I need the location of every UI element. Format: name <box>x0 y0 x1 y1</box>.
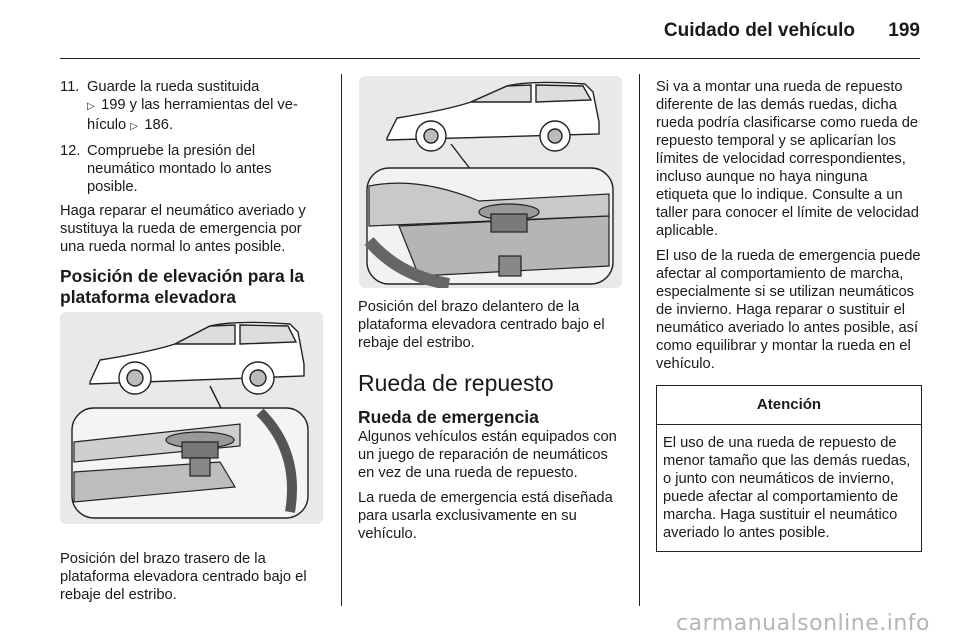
list-text: Compruebe la presión del neumático montado lo antes posible. <box>87 143 272 195</box>
body-paragraph: Si va a montar una rueda de repuesto diferente de las demás ruedas, dicha rueda podría clasificarse como rueda de repuesto temporal y se aplicarían los límites de velocidad correspondientes, incluso aunque no haya ninguna etiqueta que lo indique. Consulte a un taller para conocer el límite de velocidad aplicable. <box>656 79 919 239</box>
page-reference-link[interactable]: 186. <box>144 117 173 133</box>
list-item <box>60 78 322 136</box>
subsection-heading: Rueda de emergencia <box>358 407 539 427</box>
list-text-part: hículo <box>87 117 127 133</box>
page-reference-link[interactable]: 199 y las herramientas del ve- <box>101 97 298 113</box>
section-heading: Posición de elevación para la plataforma elevadora <box>60 266 305 307</box>
page-header-title: Cuidado del vehículo <box>663 20 855 41</box>
body-paragraph: Haga reparar el neumático averiado y sustituya la rueda de emergencia por una rueda normal lo antes posible. <box>60 203 306 255</box>
list-item <box>60 142 322 196</box>
body-paragraph: Algunos vehículos están equipados con un juego de reparación de neumáticos en vez de una rueda de repuesto. <box>358 429 617 481</box>
list-number: 12. <box>60 143 81 159</box>
watermark: carmanualsonline.info <box>676 611 930 636</box>
callout-body: El uso de una rueda de repuesto de menor tamaño que las demás ruedas, o junto con neumáticos de invierno, puede afectar al comportamiento de marcha. Haga sustituir el neumático averiado lo antes posible. <box>663 435 911 541</box>
rear-lift-arm-illustration <box>60 312 323 524</box>
front-lift-arm-illustration <box>359 76 622 288</box>
list-text-part: Guarde la rueda sustituida <box>87 79 260 95</box>
body-paragraph: La rueda de emergencia está diseñada para usarla exclusivamente en su vehículo. <box>358 490 613 542</box>
car-lift-diagram <box>359 76 622 288</box>
reference-arrow-icon[interactable] <box>130 116 140 136</box>
figure-caption: Posición del brazo delantero de la plataforma elevadora centrado bajo el rebaje del estribo. <box>358 299 605 351</box>
figure-caption: Posición del brazo trasero de la plataforma elevadora centrado bajo el rebaje del estribo. <box>60 551 307 603</box>
body-paragraph: El uso de la rueda de emergencia puede afectar al comportamiento de marcha, especialmente si se utilizan neumáticos de invierno. Haga reparar o sustituir el neumático averiado lo antes posible, así como equilibrar y montar la rueda en el vehículo. <box>656 248 921 372</box>
page-number: 199 <box>888 20 920 41</box>
column-divider <box>639 74 640 606</box>
list-number: 11. <box>60 79 80 95</box>
column-2 <box>358 298 623 550</box>
column-divider <box>341 74 342 606</box>
callout-title: Atención <box>657 386 921 425</box>
car-lift-diagram <box>60 312 323 524</box>
column-3 <box>656 78 922 552</box>
warning-callout <box>656 385 922 552</box>
reference-arrow-icon[interactable] <box>87 96 97 116</box>
header-rule <box>60 58 920 59</box>
list-text <box>87 78 322 136</box>
section-heading: Rueda de repuesto <box>358 370 554 396</box>
